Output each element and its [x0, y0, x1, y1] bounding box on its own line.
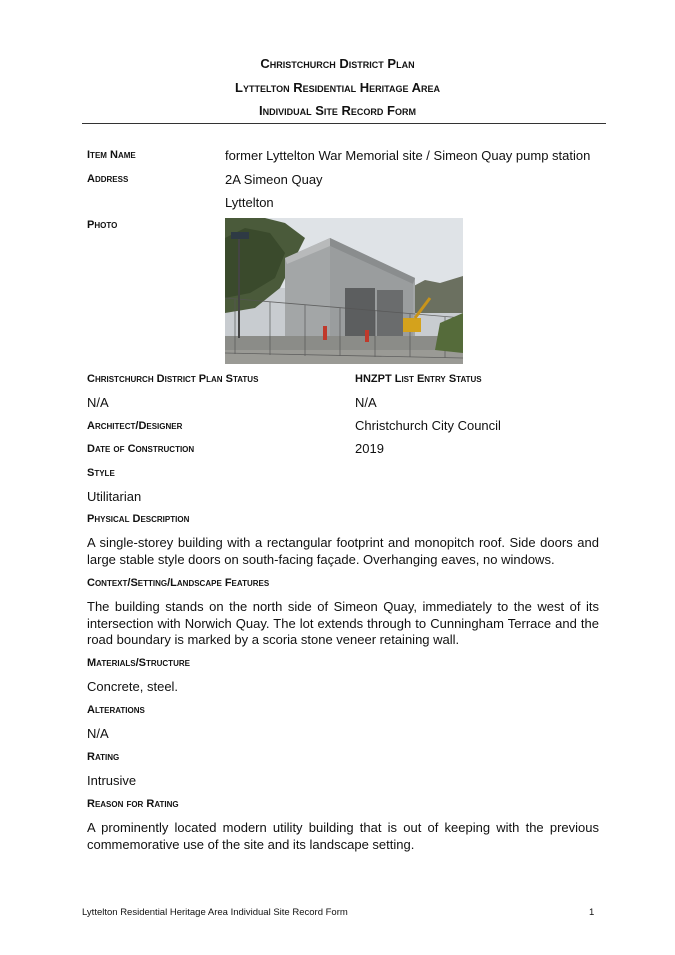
style-label: Style	[87, 467, 115, 479]
physical-description-label: Physical Description	[87, 513, 190, 525]
reason-label: Reason for Rating	[87, 798, 179, 810]
site-photo	[225, 218, 463, 364]
alterations-value: N/A	[87, 726, 109, 741]
header-line-3: Individual Site Record Form	[259, 103, 416, 118]
date-value: 2019	[355, 441, 384, 456]
photo-label: Photo	[87, 219, 118, 231]
hnzpt-status-value: N/A	[355, 395, 377, 410]
date-label: Date of Construction	[87, 443, 195, 455]
header-line-2: Lyttelton Residential Heritage Area	[235, 79, 440, 95]
physical-description-text: A single-storey building with a rectangular footprint and monopitch roof. Side doors and large stable style doors on south-facing façade. Overhanging eaves, no windows.	[87, 535, 599, 567]
context-text: The building stands on the north side of Simeon Quay, immediately to the west of its intersection with Norwich Quay. The lot extends through to Cunningham Terrace and the road boundary is marked by a scoria stone veneer retaining wall.	[87, 599, 599, 647]
architect-label: Architect/Designer	[87, 420, 183, 432]
plan-status-value: N/A	[87, 395, 109, 410]
address-line-2: Lyttelton	[225, 195, 274, 210]
header-divider	[82, 123, 606, 124]
footer-text: Lyttelton Residential Heritage Area Individual Site Record Form	[82, 907, 348, 918]
document-header	[0, 52, 675, 123]
materials-value: Concrete, steel.	[87, 679, 179, 694]
address-line-1: 2A Simeon Quay	[225, 172, 323, 187]
item-name-value: former Lyttelton War Memorial site / Simeon Quay pump station	[225, 148, 591, 163]
rating-label: Rating	[87, 751, 120, 763]
materials-label: Materials/Structure	[87, 657, 190, 669]
page-number: 1	[589, 907, 595, 918]
reason-text: A prominently located modern utility building that is out of keeping with the previous commemorative use of the site and its landscape setting.	[87, 820, 599, 852]
header-line-1: Christchurch District Plan	[260, 56, 415, 71]
context-label: Context/Setting/Landscape Features	[87, 577, 270, 589]
item-name-label: Item Name	[87, 149, 136, 161]
plan-status-label: Christchurch District Plan Status	[87, 373, 259, 385]
architect-value: Christchurch City Council	[355, 418, 501, 433]
rating-value: Intrusive	[87, 773, 137, 788]
alterations-label: Alterations	[87, 704, 145, 716]
style-value: Utilitarian	[87, 489, 142, 504]
address-label: Address	[87, 173, 129, 185]
hnzpt-status-label: HNZPT List Entry Status	[355, 373, 482, 385]
